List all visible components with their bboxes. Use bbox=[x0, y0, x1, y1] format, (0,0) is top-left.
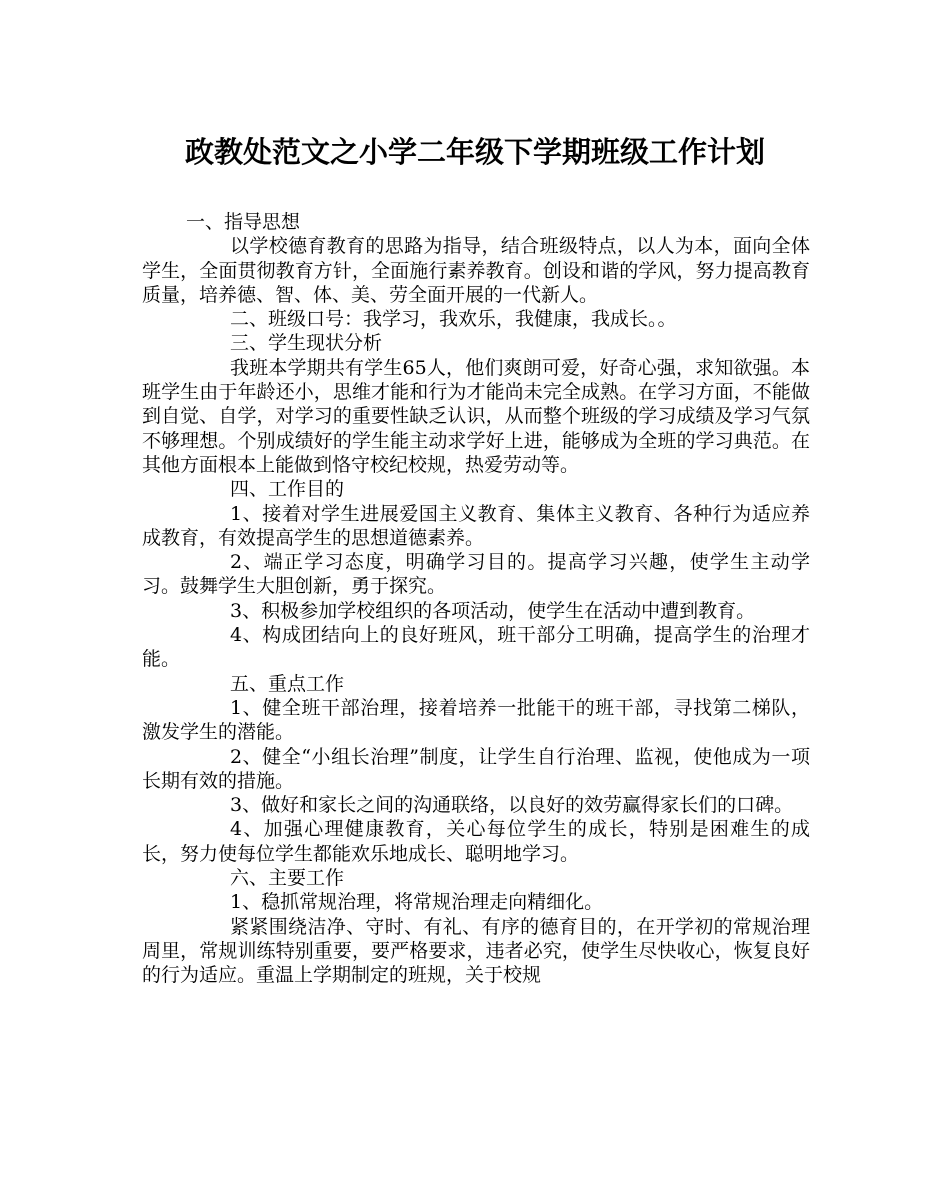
section-heading-class-slogan: 二、班级口号：我学习，我欢乐，我健康，我成长。。 bbox=[230, 308, 677, 331]
list-item-goal-3: 3、积极参加学校组织的各项活动，使学生在活动中遭到教育。 bbox=[230, 599, 756, 622]
section-heading-key-work: 五、重点工作 bbox=[230, 672, 345, 695]
paragraph-guiding-thought: 以学校德育教育的思路为指导，结合班级特点，以人为本，面向全体学生，全面贯彻教育方针，全面施行素养教育。创设和谐的学风，努力提高教育质量，培养德、智、体、美、劳全面开展的一代新人。 bbox=[142, 235, 810, 306]
paragraph-routine-management: 紧紧围绕洁净、守时、有礼、有序的德育目的，在开学初的常规治理周里，常规训练特别重要，要严格要求，违者必究，使学生尽快收心，恢复良好的行为适应。重温上学期制定的班规，关于校规 bbox=[142, 915, 810, 987]
list-item-key-work-4: 4、加强心理健康教育，关心每位学生的成长，特别是困难生的成长，努力使每位学生都能欢乐地成长、聪明地学习。 bbox=[142, 818, 810, 865]
section-heading-guiding-thought: 一、指导思想 bbox=[186, 211, 301, 233]
list-item-main-work-1: 1、稳抓常规治理，将常规治理走向精细化。 bbox=[230, 891, 604, 914]
section-heading-student-analysis: 三、学生现状分析 bbox=[230, 332, 383, 355]
document-body bbox=[142, 210, 810, 988]
paragraph-student-analysis: 我班本学期共有学生65人，他们爽朗可爱，好奇心强，求知欲强。本班学生由于年龄还小，思维才能和行为才能尚未完全成熟。在学习方面，不能做到自觉、自学，对学习的重要性缺乏认识，从而整个班级的学习成绩及学习气氛不够理想。个别成绩好的学生能主动求学好上进，能够成为全班的学习典范。在其他方面根本上能做到恪守校纪校规，热爱劳动等。 bbox=[142, 356, 810, 476]
list-item-goal-2: 2、端正学习态度，明确学习目的。提高学习兴趣，使学生主动学习。鼓舞学生大胆创新，勇于探究。 bbox=[142, 551, 810, 598]
document-title: 政教处范文之小学二年级下学期班级工作计划 bbox=[184, 135, 765, 169]
list-item-key-work-2: 2、健全“小组长治理”制度，让学生自行治理、监视，使他成为一项长期有效的措施。 bbox=[142, 745, 810, 792]
section-heading-main-work: 六、主要工作 bbox=[230, 867, 345, 890]
list-item-key-work-3: 3、做好和家长之间的沟通联络，以良好的效劳赢得家长们的口碑。 bbox=[230, 794, 794, 817]
section-heading-work-goals: 四、工作目的 bbox=[230, 478, 345, 501]
list-item-goal-1: 1、接着对学生进展爱国主义教育、集体主义教育、各种行为适应养成教育，有效提高学生的思想道德素养。 bbox=[142, 502, 810, 549]
list-item-key-work-1: 1、健全班干部治理，接着培养一批能干的班干部，寻找第二梯队，激发学生的潜能。 bbox=[142, 696, 810, 744]
list-item-goal-4: 4、构成团结向上的良好班风，班干部分工明确，提高学生的治理才能。 bbox=[142, 624, 810, 671]
